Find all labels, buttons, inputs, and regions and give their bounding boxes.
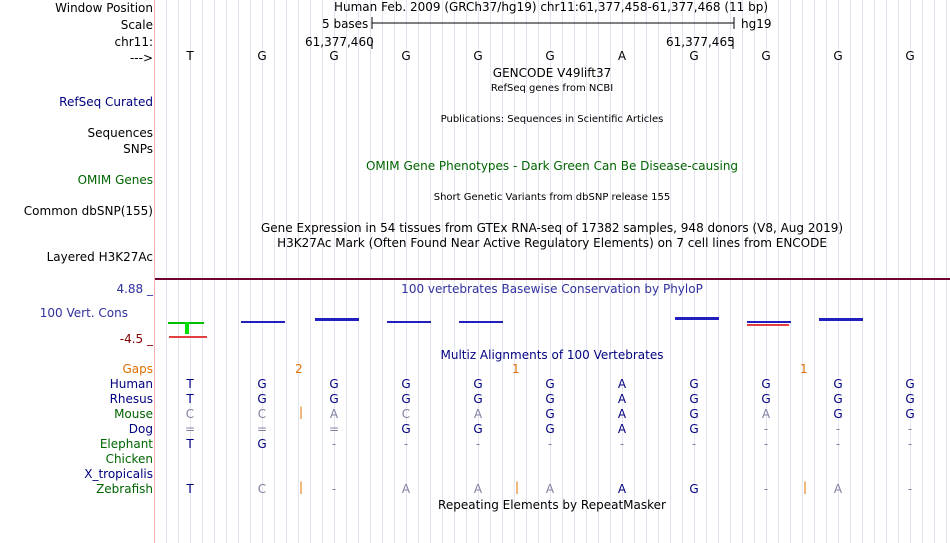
alignment-base: T bbox=[186, 437, 194, 451]
alignment-base: G bbox=[761, 377, 771, 391]
track-multiz[interactable]: Multiz Alignments of 100 Vertebrates bbox=[440, 348, 664, 362]
track-gtex[interactable]: Gene Expression in 54 tissues from GTEx RNA-seq of 17382 samples, 948 donors (V8, Aug 2019) bbox=[260, 221, 844, 235]
alignment-base: G bbox=[257, 437, 267, 451]
label-gutter-divider bbox=[154, 0, 155, 543]
alignment-base: A bbox=[545, 482, 555, 496]
track-refseq[interactable]: RefSeq genes from NCBI bbox=[490, 83, 614, 94]
label-species-xtropicalis: X_tropicalis bbox=[84, 467, 153, 481]
alignment-base: G bbox=[545, 377, 555, 391]
alignment-base: G bbox=[689, 407, 699, 421]
label-omim[interactable]: OMIM Genes bbox=[77, 173, 153, 187]
alignment-base: C bbox=[257, 407, 267, 421]
alignment-base: - bbox=[907, 482, 913, 496]
alignment-base: G bbox=[473, 392, 483, 406]
alignment-base: G bbox=[689, 377, 699, 391]
insertion-mark: | bbox=[515, 480, 520, 494]
track-publications[interactable]: Publications: Sequences in Scientific Articles bbox=[440, 114, 664, 125]
alignment-base: C bbox=[257, 482, 267, 496]
reference-base: G bbox=[257, 49, 267, 63]
alignment-base: - bbox=[763, 482, 769, 496]
assembly-label: hg19 bbox=[741, 17, 772, 31]
alignment-base: A bbox=[329, 407, 339, 421]
alignment-base: C bbox=[185, 407, 195, 421]
alignment-base: A bbox=[473, 482, 483, 496]
alignment-base: A bbox=[617, 407, 627, 421]
track-omim[interactable]: OMIM Gene Phenotypes - Dark Green Can Be Disease-causing bbox=[365, 159, 739, 173]
alignment-base: G bbox=[905, 407, 915, 421]
phylop-graph bbox=[155, 312, 950, 342]
scale-text: 5 bases bbox=[322, 17, 369, 31]
alignment-base: G bbox=[545, 392, 555, 406]
alignment-base: G bbox=[257, 392, 267, 406]
label-species-mouse: Mouse bbox=[114, 407, 153, 421]
label-cons-min: -4.5 _ bbox=[119, 332, 153, 346]
reference-base: G bbox=[761, 49, 771, 63]
reference-base: G bbox=[329, 49, 339, 63]
alignment-base: G bbox=[401, 392, 411, 406]
label-window-position: Window Position bbox=[55, 1, 153, 15]
insertion-mark: | bbox=[299, 480, 304, 494]
alignment-base: G bbox=[401, 377, 411, 391]
alignment-base: G bbox=[401, 422, 411, 436]
alignment-base: - bbox=[331, 437, 337, 451]
alignment-base: A bbox=[617, 377, 627, 391]
alignment-base: A bbox=[617, 422, 627, 436]
label-species-rhesus: Rhesus bbox=[109, 392, 153, 406]
alignment-base: G bbox=[545, 407, 555, 421]
reference-base: G bbox=[545, 49, 555, 63]
coord-tick-1: 61,377,460 bbox=[305, 35, 374, 49]
alignment-base: - bbox=[763, 437, 769, 451]
alignment-base: - bbox=[763, 422, 769, 436]
alignment-base: A bbox=[617, 482, 627, 496]
label-species-human: Human bbox=[109, 377, 153, 391]
alignment-base: - bbox=[403, 437, 409, 451]
alignment-base: G bbox=[329, 392, 339, 406]
label-species-dog: Dog bbox=[128, 422, 153, 436]
alignment-base: G bbox=[905, 392, 915, 406]
reference-base: G bbox=[473, 49, 483, 63]
alignment-base: = bbox=[184, 422, 196, 436]
alignment-base: A bbox=[761, 407, 771, 421]
gap-count: 1 bbox=[512, 362, 520, 376]
alignment-base: C bbox=[401, 407, 411, 421]
label-chrom: chr11: bbox=[114, 35, 153, 49]
alignment-base: G bbox=[689, 392, 699, 406]
track-repeatmasker[interactable]: Repeating Elements by RepeatMasker bbox=[438, 498, 666, 512]
alignment-base: G bbox=[329, 377, 339, 391]
track-gencode[interactable]: GENCODE V49lift37 bbox=[492, 66, 612, 80]
alignment-base: - bbox=[619, 437, 625, 451]
window-position-text: Human Feb. 2009 (GRCh37/hg19) chr11:61,377,458-61,377,468 (11 bp) bbox=[333, 0, 769, 14]
reference-base: T bbox=[186, 49, 194, 63]
label-snps[interactable]: SNPs bbox=[123, 142, 153, 156]
track-h3k27ac[interactable]: H3K27Ac Mark (Often Found Near Active Regulatory Elements) on 7 cell lines from ENCODE bbox=[277, 236, 827, 250]
alignment-base: G bbox=[761, 392, 771, 406]
alignment-base: A bbox=[833, 482, 843, 496]
alignment-base: T bbox=[186, 377, 194, 391]
alignment-base: G bbox=[833, 407, 843, 421]
alignment-base: A bbox=[401, 482, 411, 496]
alignment-base: - bbox=[691, 437, 697, 451]
reference-base: G bbox=[833, 49, 843, 63]
label-common-dbsnp[interactable]: Common dbSNP(155) bbox=[23, 204, 153, 218]
alignment-base: - bbox=[547, 437, 553, 451]
alignment-base: - bbox=[835, 422, 841, 436]
label-sequences[interactable]: Sequences bbox=[87, 126, 153, 140]
gap-count: 1 bbox=[800, 362, 808, 376]
gap-count: 2 bbox=[295, 362, 303, 376]
coord-tick-2: 61,377,465 bbox=[666, 35, 735, 49]
alignment-base: - bbox=[475, 437, 481, 451]
alignment-base: - bbox=[835, 437, 841, 451]
alignment-base: - bbox=[907, 437, 913, 451]
label-strand[interactable]: ---> bbox=[129, 51, 153, 65]
alignment-base: G bbox=[833, 377, 843, 391]
alignment-base: G bbox=[257, 377, 267, 391]
reference-base: G bbox=[905, 49, 915, 63]
label-refseq[interactable]: RefSeq Curated bbox=[59, 95, 153, 109]
reference-base: A bbox=[617, 49, 627, 63]
alignment-base: - bbox=[907, 422, 913, 436]
insertion-mark: | bbox=[299, 405, 304, 419]
alignment-base: G bbox=[545, 422, 555, 436]
scale-bar bbox=[368, 16, 740, 30]
label-scale: Scale bbox=[120, 18, 153, 32]
insertion-mark: | bbox=[803, 480, 808, 494]
alignment-base: G bbox=[689, 422, 699, 436]
label-species-zebrafish: Zebrafish bbox=[96, 482, 153, 496]
label-species-chicken: Chicken bbox=[105, 452, 153, 466]
alignment-base: T bbox=[186, 392, 194, 406]
alignment-base: G bbox=[905, 377, 915, 391]
alignment-base: - bbox=[331, 482, 337, 496]
label-cons-max: 4.88 _ bbox=[116, 282, 153, 296]
section-divider bbox=[155, 278, 950, 280]
alignment-base: A bbox=[617, 392, 627, 406]
track-phylop[interactable]: 100 vertebrates Basewise Conservation by PhyloP bbox=[401, 282, 703, 296]
track-dbsnp[interactable]: Short Genetic Variants from dbSNP release 155 bbox=[433, 192, 671, 203]
alignment-base: T bbox=[186, 482, 194, 496]
label-species-elephant: Elephant bbox=[99, 437, 153, 451]
reference-base: G bbox=[689, 49, 699, 63]
label-gaps: Gaps bbox=[122, 362, 153, 376]
alignment-base: G bbox=[473, 377, 483, 391]
label-vert-cons[interactable]: 100 Vert. Cons bbox=[39, 306, 128, 320]
alignment-base: A bbox=[473, 407, 483, 421]
alignment-base: = bbox=[256, 422, 268, 436]
alignment-base: G bbox=[689, 482, 699, 496]
alignment-base: = bbox=[328, 422, 340, 436]
reference-base: G bbox=[401, 49, 411, 63]
alignment-base: G bbox=[473, 422, 483, 436]
label-layered-h3k27ac[interactable]: Layered H3K27Ac bbox=[46, 250, 153, 264]
alignment-base: G bbox=[833, 392, 843, 406]
